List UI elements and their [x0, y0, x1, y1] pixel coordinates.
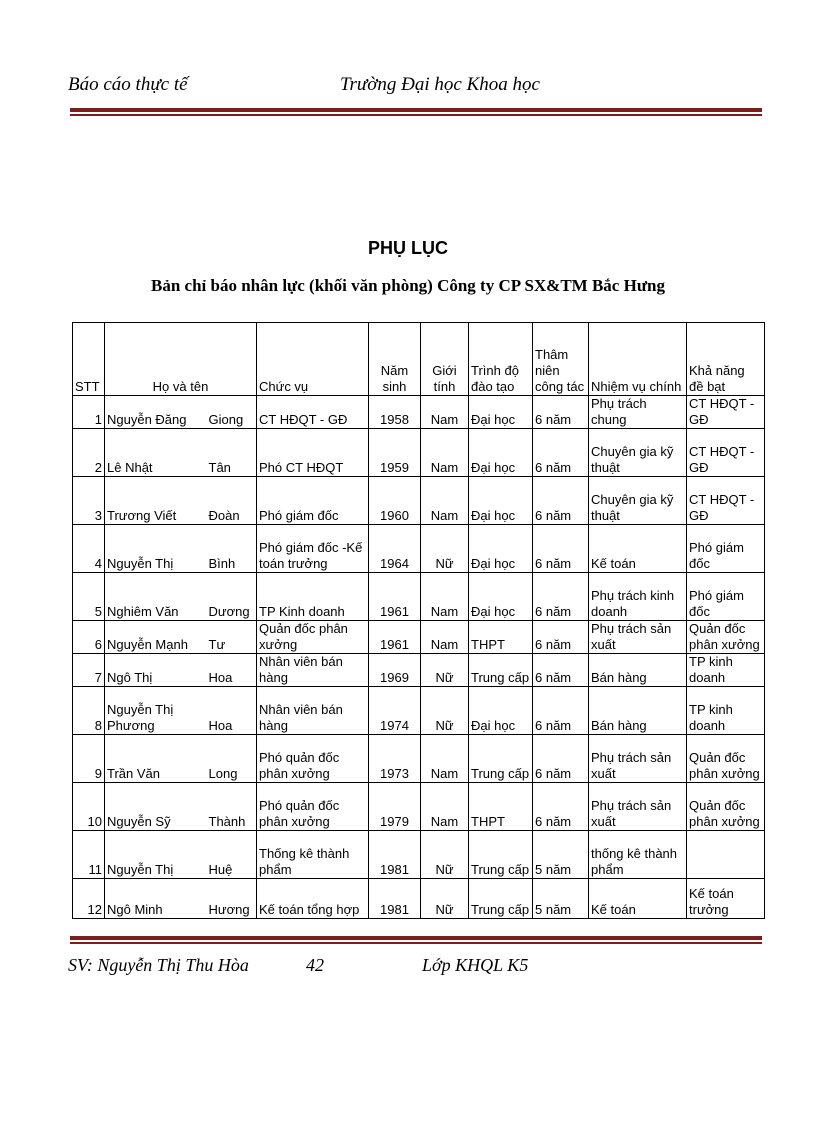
- cell-position: Phó giám đốc: [257, 477, 369, 525]
- cell-first-name: Nguyễn Đăng: [105, 396, 207, 429]
- table-row: [73, 687, 765, 735]
- cell-promotion: Phó giám đốc: [687, 525, 765, 573]
- cell-seniority: 6 năm: [533, 429, 589, 477]
- table-row: [73, 573, 765, 621]
- cell-birth-year: 1961: [369, 573, 421, 621]
- cell-last-name: Giong: [207, 396, 257, 429]
- cell-last-name: Long: [207, 735, 257, 783]
- cell-last-name: Hoa: [207, 687, 257, 735]
- cell-seniority: 6 năm: [533, 621, 589, 654]
- cell-birth-year: 1969: [369, 654, 421, 687]
- cell-last-name: Hoa: [207, 654, 257, 687]
- cell-gender: Nữ: [421, 654, 469, 687]
- cell-stt: 11: [73, 831, 105, 879]
- cell-promotion: [687, 831, 765, 879]
- table-row: [73, 477, 765, 525]
- cell-last-name: Tân: [207, 429, 257, 477]
- table-row: [73, 429, 765, 477]
- cell-birth-year: 1973: [369, 735, 421, 783]
- table-row: [73, 783, 765, 831]
- cell-gender: Nam: [421, 477, 469, 525]
- cell-education: Trung cấp: [469, 879, 533, 919]
- cell-seniority: 6 năm: [533, 783, 589, 831]
- table-row: [73, 879, 765, 919]
- cell-stt: 7: [73, 654, 105, 687]
- table-header-row: [73, 323, 765, 396]
- cell-education: THPT: [469, 783, 533, 831]
- cell-gender: Nữ: [421, 831, 469, 879]
- cell-birth-year: 1981: [369, 879, 421, 919]
- cell-last-name: Huệ: [207, 831, 257, 879]
- cell-education: Trung cấp: [469, 735, 533, 783]
- table-row: [73, 396, 765, 429]
- cell-stt: 5: [73, 573, 105, 621]
- cell-first-name: Ngô Thị: [105, 654, 207, 687]
- cell-duty: Chuyên gia kỹ thuật: [589, 429, 687, 477]
- cell-gender: Nữ: [421, 687, 469, 735]
- header-birth-year: Năm sinh: [369, 323, 421, 396]
- cell-gender: Nam: [421, 573, 469, 621]
- cell-promotion: TP kinh doanh: [687, 654, 765, 687]
- footer-class: Lớp KHQL K5: [422, 955, 529, 975]
- cell-gender: Nữ: [421, 525, 469, 573]
- cell-position: TP Kinh doanh: [257, 573, 369, 621]
- table-row: [73, 621, 765, 654]
- cell-duty: Phụ trách sản xuất: [589, 783, 687, 831]
- cell-seniority: 6 năm: [533, 573, 589, 621]
- header-right-text: Trường Đại học Khoa học: [340, 74, 540, 95]
- staff-table: [72, 322, 765, 919]
- cell-duty: Bán hàng: [589, 687, 687, 735]
- table-row: [73, 735, 765, 783]
- cell-first-name: Nguyễn Sỹ: [105, 783, 207, 831]
- cell-first-name: Nguyễn Thị: [105, 831, 207, 879]
- cell-first-name: Nghiêm Văn: [105, 573, 207, 621]
- cell-education: Trung cấp: [469, 831, 533, 879]
- cell-education: THPT: [469, 621, 533, 654]
- cell-duty: Kế toán: [589, 879, 687, 919]
- cell-birth-year: 1959: [369, 429, 421, 477]
- cell-seniority: 6 năm: [533, 687, 589, 735]
- cell-last-name: Dương: [207, 573, 257, 621]
- cell-seniority: 6 năm: [533, 735, 589, 783]
- header-position: Chức vụ: [257, 323, 369, 396]
- cell-gender: Nam: [421, 783, 469, 831]
- table-row: [73, 831, 765, 879]
- cell-promotion: CT HĐQT - GĐ: [687, 429, 765, 477]
- cell-position: Nhân viên bán hàng: [257, 654, 369, 687]
- cell-gender: Nữ: [421, 879, 469, 919]
- cell-duty: Phụ trách chung: [589, 396, 687, 429]
- cell-first-name: Ngô Minh: [105, 879, 207, 919]
- cell-promotion: Quản đốc phân xưởng: [687, 735, 765, 783]
- cell-stt: 2: [73, 429, 105, 477]
- cell-first-name: Nguyễn Thị Phương: [105, 687, 207, 735]
- page-title: PHỤ LỤC: [368, 238, 448, 258]
- cell-first-name: Trần Văn: [105, 735, 207, 783]
- cell-first-name: Nguyễn Thị: [105, 525, 207, 573]
- cell-first-name: Trương Viết: [105, 477, 207, 525]
- header-seniority: Thâm niên công tác: [533, 323, 589, 396]
- cell-gender: Nam: [421, 429, 469, 477]
- cell-education: Đại học: [469, 687, 533, 735]
- cell-education: Đại học: [469, 525, 533, 573]
- header-education: Trình độ đào tạo: [469, 323, 533, 396]
- cell-duty: Chuyên gia kỹ thuật: [589, 477, 687, 525]
- cell-stt: 6: [73, 621, 105, 654]
- cell-gender: Nam: [421, 735, 469, 783]
- cell-last-name: Thành: [207, 783, 257, 831]
- cell-birth-year: 1961: [369, 621, 421, 654]
- cell-promotion: Quản đốc phân xưởng: [687, 783, 765, 831]
- cell-stt: 3: [73, 477, 105, 525]
- header-duty: Nhiệm vụ chính: [589, 323, 687, 396]
- cell-duty: Bán hàng: [589, 654, 687, 687]
- cell-promotion: Kế toán trưởng: [687, 879, 765, 919]
- cell-position: Thống kê thành phẩm: [257, 831, 369, 879]
- header-rule: [70, 108, 762, 116]
- cell-promotion: Quản đốc phân xưởng: [687, 621, 765, 654]
- cell-position: Phó quản đốc phân xưởng: [257, 735, 369, 783]
- cell-stt: 8: [73, 687, 105, 735]
- cell-education: Đại học: [469, 396, 533, 429]
- cell-position: Kế toán tổng hợp: [257, 879, 369, 919]
- table-row: [73, 654, 765, 687]
- cell-birth-year: 1960: [369, 477, 421, 525]
- cell-duty: Kế toán: [589, 525, 687, 573]
- cell-stt: 10: [73, 783, 105, 831]
- cell-birth-year: 1964: [369, 525, 421, 573]
- cell-position: Phó giám đốc -Kế toán trưởng: [257, 525, 369, 573]
- cell-duty: Phụ trách sản xuất: [589, 735, 687, 783]
- cell-position: Phó quản đốc phân xưởng: [257, 783, 369, 831]
- cell-seniority: 6 năm: [533, 477, 589, 525]
- cell-duty: Phụ trách kinh doanh: [589, 573, 687, 621]
- cell-seniority: 6 năm: [533, 396, 589, 429]
- cell-position: Quản đốc phân xưởng: [257, 621, 369, 654]
- cell-seniority: 6 năm: [533, 654, 589, 687]
- cell-education: Đại học: [469, 573, 533, 621]
- header-stt: STT: [73, 323, 105, 396]
- cell-last-name: Đoàn: [207, 477, 257, 525]
- cell-promotion: Phó giám đốc: [687, 573, 765, 621]
- cell-gender: Nam: [421, 621, 469, 654]
- cell-education: Đại học: [469, 477, 533, 525]
- cell-first-name: Lê Nhật: [105, 429, 207, 477]
- cell-position: CT HĐQT - GĐ: [257, 396, 369, 429]
- header-left-text: Báo cáo thực tế: [68, 74, 188, 95]
- page-subtitle: Bản chỉ báo nhân lực (khối văn phòng) Công ty CP SX&TM Bắc Hưng: [151, 276, 665, 295]
- cell-birth-year: 1974: [369, 687, 421, 735]
- cell-birth-year: 1958: [369, 396, 421, 429]
- header-promotion: Khả năng đề bạt: [687, 323, 765, 396]
- cell-first-name: Nguyễn Mạnh: [105, 621, 207, 654]
- cell-promotion: CT HĐQT - GĐ: [687, 396, 765, 429]
- cell-education: Đại học: [469, 429, 533, 477]
- cell-birth-year: 1979: [369, 783, 421, 831]
- table-row: [73, 525, 765, 573]
- cell-birth-year: 1981: [369, 831, 421, 879]
- cell-last-name: Bình: [207, 525, 257, 573]
- cell-seniority: 5 năm: [533, 879, 589, 919]
- cell-duty: Phụ trách sản xuất: [589, 621, 687, 654]
- cell-promotion: CT HĐQT - GĐ: [687, 477, 765, 525]
- cell-last-name: Hương: [207, 879, 257, 919]
- cell-promotion: TP kinh doanh: [687, 687, 765, 735]
- cell-seniority: 5 năm: [533, 831, 589, 879]
- cell-stt: 1: [73, 396, 105, 429]
- footer-student: SV: Nguyễn Thị Thu Hòa: [68, 955, 249, 975]
- cell-last-name: Tư: [207, 621, 257, 654]
- cell-seniority: 6 năm: [533, 525, 589, 573]
- header-gender: Giới tính: [421, 323, 469, 396]
- cell-stt: 12: [73, 879, 105, 919]
- cell-position: Phó CT HĐQT: [257, 429, 369, 477]
- cell-position: Nhân viên bán hàng: [257, 687, 369, 735]
- cell-duty: thống kê thành phẩm: [589, 831, 687, 879]
- footer-page-number: 42: [306, 955, 324, 975]
- cell-gender: Nam: [421, 396, 469, 429]
- cell-education: Trung cấp: [469, 654, 533, 687]
- table-body: [73, 396, 765, 919]
- header-name: Họ và tên: [105, 323, 257, 396]
- cell-stt: 4: [73, 525, 105, 573]
- cell-stt: 9: [73, 735, 105, 783]
- footer-rule: [70, 936, 762, 944]
